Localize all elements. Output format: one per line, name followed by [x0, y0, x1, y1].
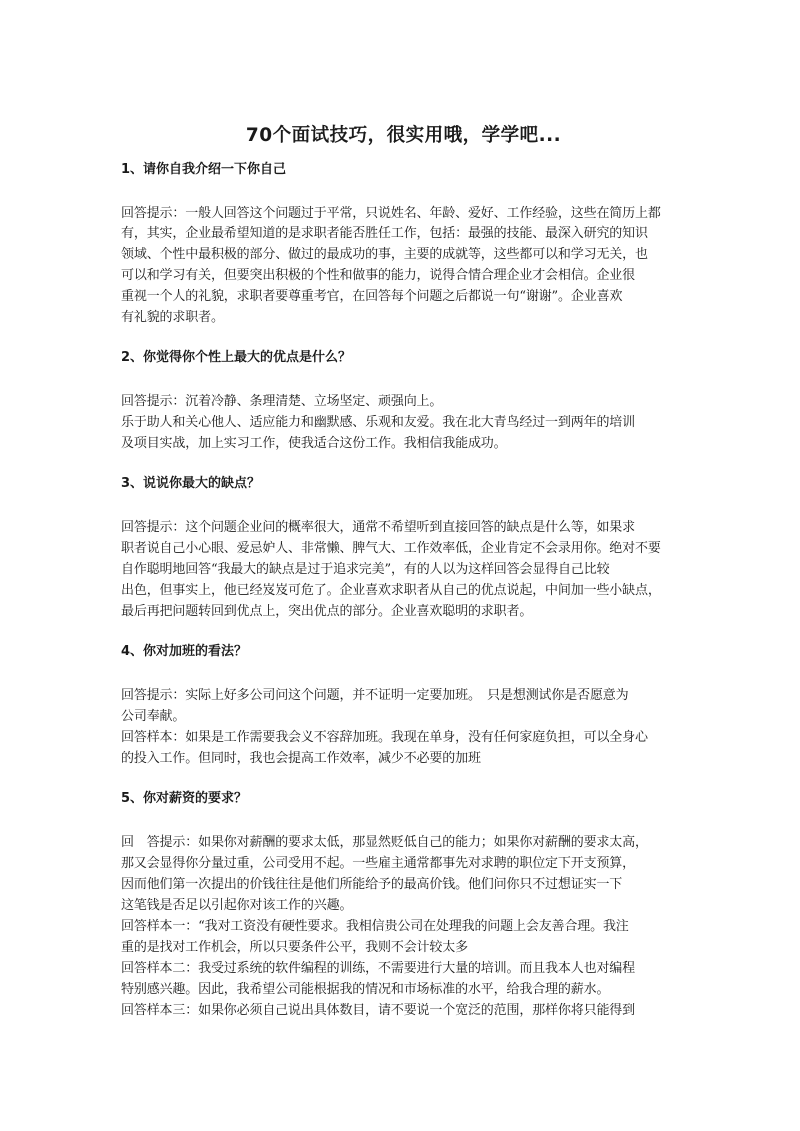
paragraph-line: 公司奉献。	[121, 709, 186, 724]
paragraph-line: 回答样本：如果是工作需要我会义不容辞加班。我现在单身，没有任何家庭负担，可以全身心	[121, 730, 648, 745]
paragraph-line: 出色，但事实上，他已经岌岌可危了。企业喜欢求职者从自己的优点说起，中间加一些小缺点，	[121, 583, 661, 598]
paragraph-line: 领域、个性中最积极的部分、做过的最成功的事，主要的成就等，这些都可以和学习无关，也	[121, 247, 648, 262]
paragraph-line: 回答提示：这个问题企业问的概率很大，通常不希望听到直接回答的缺点是什么等，如果求	[121, 520, 636, 535]
paragraph-line: 重视一个人的礼貌，求职者要尊重考官，在回答每个问题之后都说一句“谢谢”。企业喜欢	[121, 289, 623, 304]
paragraph-line: 回答样本二：我受过系统的软件编程的训练，不需要进行大量的培训。而且我本人也对编程	[121, 961, 636, 976]
section-heading: 2、你觉得你个性上最大的优点是什么？	[121, 350, 352, 365]
document-title: 70个面试技巧，很实用哦，学学吧...	[245, 125, 562, 146]
paragraph-line: 这笔钱是否足以引起你对该工作的兴趣。	[121, 898, 353, 913]
paragraph-line: 自作聪明地回答“我最大的缺点是过于追求完美”，有的人以为这样回答会显得自己比较	[121, 562, 610, 577]
paragraph-line: 乐于助人和关心他人、适应能力和幽默感、乐观和友爱。我在北大青鸟经过一到两年的培训	[121, 415, 636, 430]
paragraph-line: 因而他们第一次提出的价钱往往是他们所能给予的最高价钱。他们问你只不过想证实一下	[121, 877, 623, 892]
paragraph-line: 有礼貌的求职者。	[121, 310, 224, 325]
paragraph-line: 最后再把问题转回到优点上，突出优点的部分。企业喜欢聪明的求职者。	[121, 604, 533, 619]
paragraph-line: 可以和学习有关，但要突出积极的个性和做事的能力，说得合情合理企业才会相信。企业很	[121, 268, 636, 283]
section-heading: 4、你对加班的看法？	[121, 644, 248, 659]
paragraph-line: 回答提示：实际上好多公司问这个问题，并不证明一定要加班。 只是想测试你是否愿意为	[121, 688, 629, 703]
paragraph-line: 的投入工作。但同时，我也会提高工作效率，减少不必要的加班	[121, 751, 481, 766]
section-heading: 3、说说你最大的缺点？	[121, 476, 261, 491]
paragraph-line: 那又会显得你分量过重，公司受用不起。一些雇主通常都事先对求聘的职位定下开支预算，	[121, 856, 636, 871]
paragraph-line: 回答样本一：“我对工资没有硬性要求。我相信贵公司在处理我的问题上会友善合理。我注	[121, 919, 629, 934]
paragraph-line: 重的是找对工作机会，所以只要条件公平，我则不会计较太多	[121, 940, 468, 955]
section-heading: 1、请你自我介绍一下你自己	[121, 162, 287, 177]
paragraph-line: 有，其实，企业最希望知道的是求职者能否胜任工作，包括：最强的技能、最深入研究的知识	[121, 226, 648, 241]
paragraph-line: 回答提示：一般人回答这个问题过于平常，只说姓名、年龄、爱好、工作经验，这些在简历上都	[121, 206, 661, 221]
section-heading: 5、你对薪资的要求？	[121, 791, 248, 806]
paragraph-line: 回答提示：沉着冷静、条理清楚、立场坚定、顽强向上。	[121, 394, 443, 409]
paragraph-line: 职者说自己小心眼、爱忌妒人、非常懒、脾气大、工作效率低，企业肯定不会录用你。绝对不要	[121, 541, 661, 556]
paragraph-line: 回答样本三：如果你必须自己说出具体数目，请不要说一个宽泛的范围，那样你将只能得到	[121, 1003, 636, 1018]
paragraph-line: 特别感兴趣。因此，我希望公司能根据我的情况和市场标准的水平，给我合理的薪水。	[121, 982, 610, 997]
paragraph-line: 回 答提示：如果你对薪酬的要求太低，那显然贬低自己的能力；如果你对薪酬的要求太高，	[121, 835, 648, 850]
paragraph-line: 及项目实战，加上实习工作，使我适合这份工作。我相信我能成功。	[121, 436, 507, 451]
